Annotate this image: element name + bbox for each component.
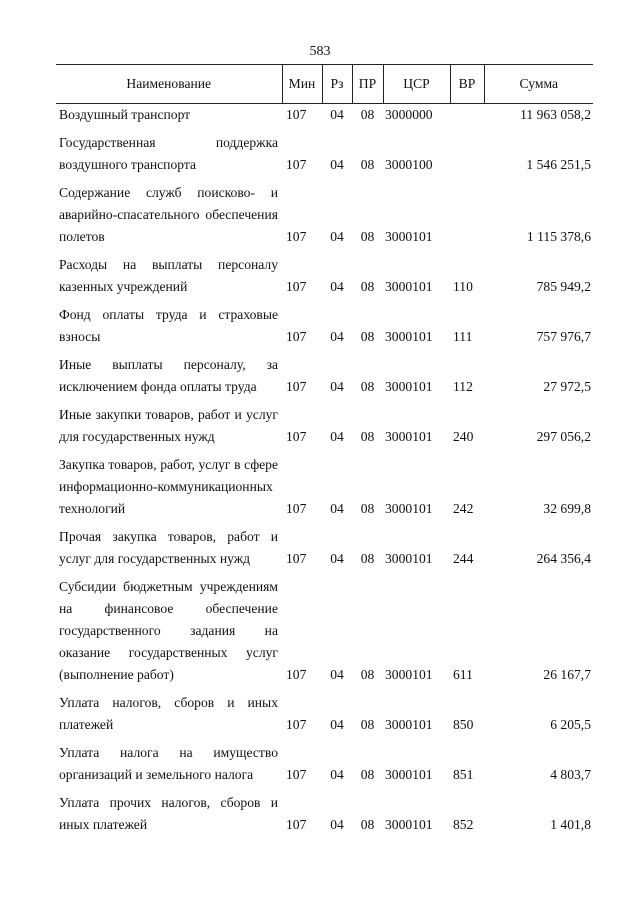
amount: 1 401,8 <box>550 817 591 832</box>
section-code: 04 <box>330 107 344 122</box>
target-article-code: 3000101 <box>385 767 433 782</box>
ministry-code: 107 <box>286 667 307 682</box>
target-article-code: 3000101 <box>385 429 433 444</box>
target-article-code: 3000100 <box>385 157 433 172</box>
header-row <box>56 65 593 104</box>
expense-type-code: 852 <box>453 817 474 832</box>
amount: 1 546 251,5 <box>526 157 591 172</box>
column-header-pr: ПР <box>352 65 383 104</box>
target-article-code: 3000101 <box>385 329 433 344</box>
subsection-code: 08 <box>360 551 375 566</box>
amount: 1 115 378,6 <box>526 229 591 244</box>
line-item-name: Воздушный транспорт <box>59 107 191 122</box>
line-item-name: Уплата налога на имущество организаций и земельного налога <box>59 745 278 782</box>
amount: 785 949,2 <box>536 279 591 294</box>
amount: 297 056,2 <box>536 429 591 444</box>
expense-type-code: 111 <box>453 329 473 344</box>
amount: 4 803,7 <box>550 767 591 782</box>
section-code: 04 <box>330 379 344 394</box>
column-header-vr: ВР <box>450 65 484 104</box>
subsection-code: 08 <box>360 429 375 444</box>
line-item-name: Иные выплаты персоналу, за исключением фонда оплаты труда <box>59 357 278 394</box>
ministry-code: 107 <box>286 767 307 782</box>
column-header-csr: ЦСР <box>383 65 450 104</box>
line-item-name: Государственная поддержка воздушного транспорта <box>59 135 278 172</box>
line-item-name: Субсидии бюджетным учреждениям на финансовое обеспечение государственного задания на оказание государственных услуг (выполнение работ) <box>59 579 278 682</box>
ministry-code: 107 <box>286 157 307 172</box>
table-row <box>56 104 593 133</box>
expense-type-code: 850 <box>453 717 474 732</box>
section-code: 04 <box>330 429 344 444</box>
table-row <box>56 132 593 182</box>
expense-type-code <box>450 132 484 182</box>
expense-type-code <box>450 182 484 254</box>
section-code: 04 <box>330 817 344 832</box>
column-header-min: Мин <box>282 65 322 104</box>
subsection-code: 08 <box>360 379 375 394</box>
table-row <box>56 792 593 842</box>
ministry-code: 107 <box>286 229 307 244</box>
section-code: 04 <box>330 501 344 516</box>
subsection-code: 08 <box>360 717 375 732</box>
table-header <box>56 65 593 104</box>
ministry-code: 107 <box>286 817 307 832</box>
section-code: 04 <box>330 279 344 294</box>
target-article-code: 3000101 <box>385 817 433 832</box>
target-article-code: 3000000 <box>385 107 433 122</box>
ministry-code: 107 <box>286 329 307 344</box>
section-code: 04 <box>330 667 344 682</box>
table-row <box>56 742 593 792</box>
expense-type-code <box>450 104 484 133</box>
ministry-code: 107 <box>286 551 307 566</box>
table-row <box>56 454 593 526</box>
table-row <box>56 404 593 454</box>
amount: 26 167,7 <box>543 667 591 682</box>
ministry-code: 107 <box>286 107 307 122</box>
page-number: 583 <box>309 44 331 59</box>
line-item-name: Фонд оплаты труда и страховые взносы <box>59 307 278 344</box>
table-row <box>56 354 593 404</box>
expense-type-code: 110 <box>453 279 473 294</box>
section-code: 04 <box>330 551 344 566</box>
subsection-code: 08 <box>360 107 375 122</box>
subsection-code: 08 <box>360 667 375 682</box>
ministry-code: 107 <box>286 279 307 294</box>
subsection-code: 08 <box>360 501 375 516</box>
line-item-name: Уплата прочих налогов, сборов и иных платежей <box>59 795 278 832</box>
table-row <box>56 254 593 304</box>
amount: 757 976,7 <box>536 329 591 344</box>
section-code: 04 <box>330 157 344 172</box>
line-item-name: Прочая закупка товаров, работ и услуг для государственных нужд <box>59 529 278 566</box>
table-body <box>56 104 593 843</box>
expense-type-code: 244 <box>453 551 474 566</box>
budget-table <box>56 64 593 842</box>
line-item-name: Иные закупки товаров, работ и услуг для государственных нужд <box>59 407 278 444</box>
amount: 11 963 058,2 <box>520 107 591 122</box>
expense-type-code: 242 <box>453 501 474 516</box>
section-code: 04 <box>330 767 344 782</box>
section-code: 04 <box>330 329 344 344</box>
column-header-rz: Рз <box>322 65 352 104</box>
subsection-code: 08 <box>360 329 375 344</box>
target-article-code: 3000101 <box>385 551 433 566</box>
line-item-name: Содержание служб поисково- и аварийно-спасательного обеспечения полетов <box>59 185 278 244</box>
table-row <box>56 304 593 354</box>
line-item-name: Закупка товаров, работ, услуг в сфере информационно-коммуникационных технологий <box>59 457 278 516</box>
line-item-name: Расходы на выплаты персоналу казенных учреждений <box>59 257 278 294</box>
section-code: 04 <box>330 717 344 732</box>
amount: 27 972,5 <box>543 379 591 394</box>
ministry-code: 107 <box>286 501 307 516</box>
column-header-name: Наименование <box>56 65 282 104</box>
column-header-sum: Сумма <box>484 65 593 104</box>
expense-type-code: 611 <box>453 667 473 682</box>
table-row <box>56 526 593 576</box>
target-article-code: 3000101 <box>385 279 433 294</box>
target-article-code: 3000101 <box>385 379 433 394</box>
ministry-code: 107 <box>286 379 307 394</box>
target-article-code: 3000101 <box>385 667 433 682</box>
target-article-code: 3000101 <box>385 229 433 244</box>
subsection-code: 08 <box>360 229 375 244</box>
amount: 264 356,4 <box>536 551 591 566</box>
target-article-code: 3000101 <box>385 717 433 732</box>
subsection-code: 08 <box>360 157 375 172</box>
section-code: 04 <box>330 229 344 244</box>
amount: 6 205,5 <box>550 717 591 732</box>
expense-type-code: 240 <box>453 429 474 444</box>
ministry-code: 107 <box>286 429 307 444</box>
ministry-code: 107 <box>286 717 307 732</box>
line-item-name: Уплата налогов, сборов и иных платежей <box>59 695 278 732</box>
table-row <box>56 182 593 254</box>
expense-type-code: 851 <box>453 767 474 782</box>
target-article-code: 3000101 <box>385 501 433 516</box>
table-row <box>56 692 593 742</box>
amount: 32 699,8 <box>543 501 591 516</box>
subsection-code: 08 <box>360 817 375 832</box>
subsection-code: 08 <box>360 279 375 294</box>
table-row <box>56 576 593 692</box>
subsection-code: 08 <box>360 767 375 782</box>
expense-type-code: 112 <box>453 379 473 394</box>
